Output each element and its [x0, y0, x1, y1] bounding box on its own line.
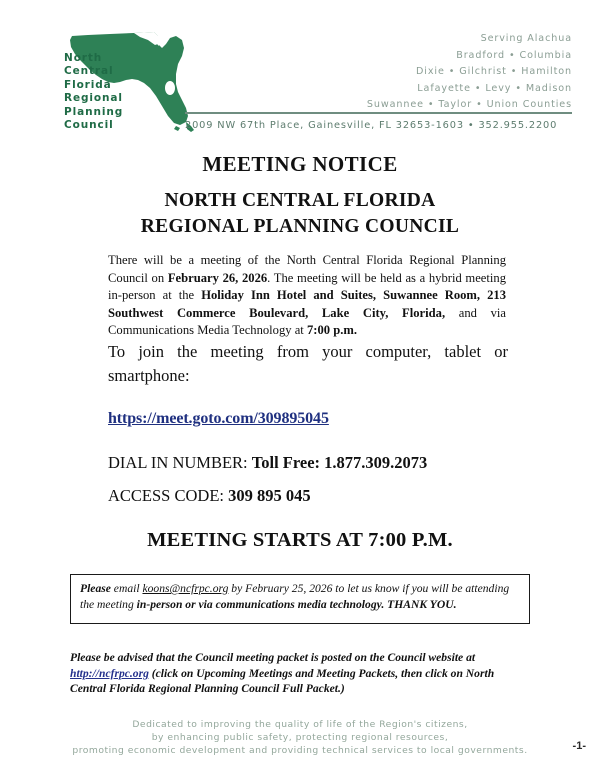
tagline-line: by enhancing public safety, protecting regional resources,	[151, 732, 449, 744]
tagline-line: promoting economic development and providing technical services to local governments.	[72, 745, 528, 757]
logo-word-line: Planning	[64, 105, 124, 118]
access-code-line	[108, 486, 311, 506]
meeting-time: 7:00 p.m.	[306, 323, 357, 338]
meeting-url-link[interactable]: https://meet.goto.com/309895045	[108, 410, 329, 427]
meeting-start-banner: MEETING STARTS AT 7:00 P.M.	[147, 529, 453, 551]
letterhead	[0, 0, 600, 146]
access-code-value: 309 895 045	[228, 486, 311, 505]
logo-word-line: Central	[64, 65, 114, 78]
footnote-text-1: Please be advised that the Council meeting packet is posted on the Council website at	[70, 651, 476, 664]
council-address: 2009 NW 67th Place, Gainesville, FL 32653-1603 • 352.955.2200	[185, 120, 558, 131]
logo-word-line: Council	[64, 119, 114, 132]
header-divider	[185, 112, 572, 114]
rsvp-attendance-mode: in-person or via communications media technology.	[136, 598, 385, 611]
dial-in-number-line	[108, 453, 427, 473]
organization-title	[0, 188, 600, 240]
access-code-label: ACCESS CODE:	[108, 486, 229, 505]
tagline-line: Dedicated to improving the quality of life of the Region's citizens,	[132, 719, 468, 730]
counties-line: Suwannee • Taylor • Union Counties	[366, 99, 572, 111]
dial-in-value: Toll Free: 1.877.309.2073	[251, 453, 428, 472]
meeting-venue: Holiday Inn Hotel and Suites, Suwannee Room, 213 Southwest Commerce Boulevard, Lake City, Florida,	[108, 288, 506, 320]
details-text-3: and via Communications Media Technology at	[108, 305, 506, 338]
rsvp-thanks: THANK YOU.	[384, 598, 457, 611]
rsvp-text	[80, 581, 522, 613]
meeting-details-paragraph	[108, 252, 506, 340]
page-title: MEETING NOTICE	[202, 152, 398, 176]
counties-line: Lafayette • Levy • Madison	[417, 82, 572, 94]
details-text-1: There will be a meeting of the North Central Florida Regional Planning Council on	[108, 253, 506, 285]
organization-title-line1: NORTH CENTRAL FLORIDA	[164, 190, 436, 211]
details-text-2: . The meeting will be held as a hybrid meeting in-person at the	[108, 270, 506, 303]
counties-line: Bradford • Columbia	[456, 49, 572, 61]
logo-word-line: Regional	[64, 92, 123, 105]
rsvp-text-1: email	[110, 582, 143, 595]
logo-word-line: North	[64, 52, 103, 64]
logo-word-line: Florida	[64, 78, 112, 91]
rsvp-please: Please	[80, 582, 111, 595]
footnote-text-2: (click on Upcoming Meetings and Meeting Packets, then click on North Central Florida Regional Planning Council Full Packet.)	[70, 666, 495, 696]
logo-wordmark	[64, 52, 160, 132]
council-website-link[interactable]: http://ncfrpc.org	[70, 666, 149, 680]
served-counties-list	[242, 31, 572, 114]
rsvp-box	[70, 574, 530, 624]
rsvp-email-link[interactable]: koons@ncfrpc.org	[142, 582, 229, 595]
meeting-date: February 26, 2026	[167, 270, 268, 285]
dial-in-label: DIAL IN NUMBER:	[108, 453, 252, 472]
packet-footnote	[70, 650, 532, 697]
counties-line: Serving Alachua	[480, 33, 572, 44]
mission-tagline	[0, 718, 600, 758]
counties-line: Dixie • Gilchrist • Hamilton	[416, 66, 572, 78]
page-number: -1-	[572, 740, 586, 752]
join-instruction: To join the meeting from your computer, tablet or smartphone:	[108, 342, 508, 385]
rsvp-text-2: by February 25, 2026 to let us know if you will be attending the meeting	[80, 582, 510, 611]
organization-title-line2: REGIONAL PLANNING COUNCIL	[140, 216, 460, 237]
